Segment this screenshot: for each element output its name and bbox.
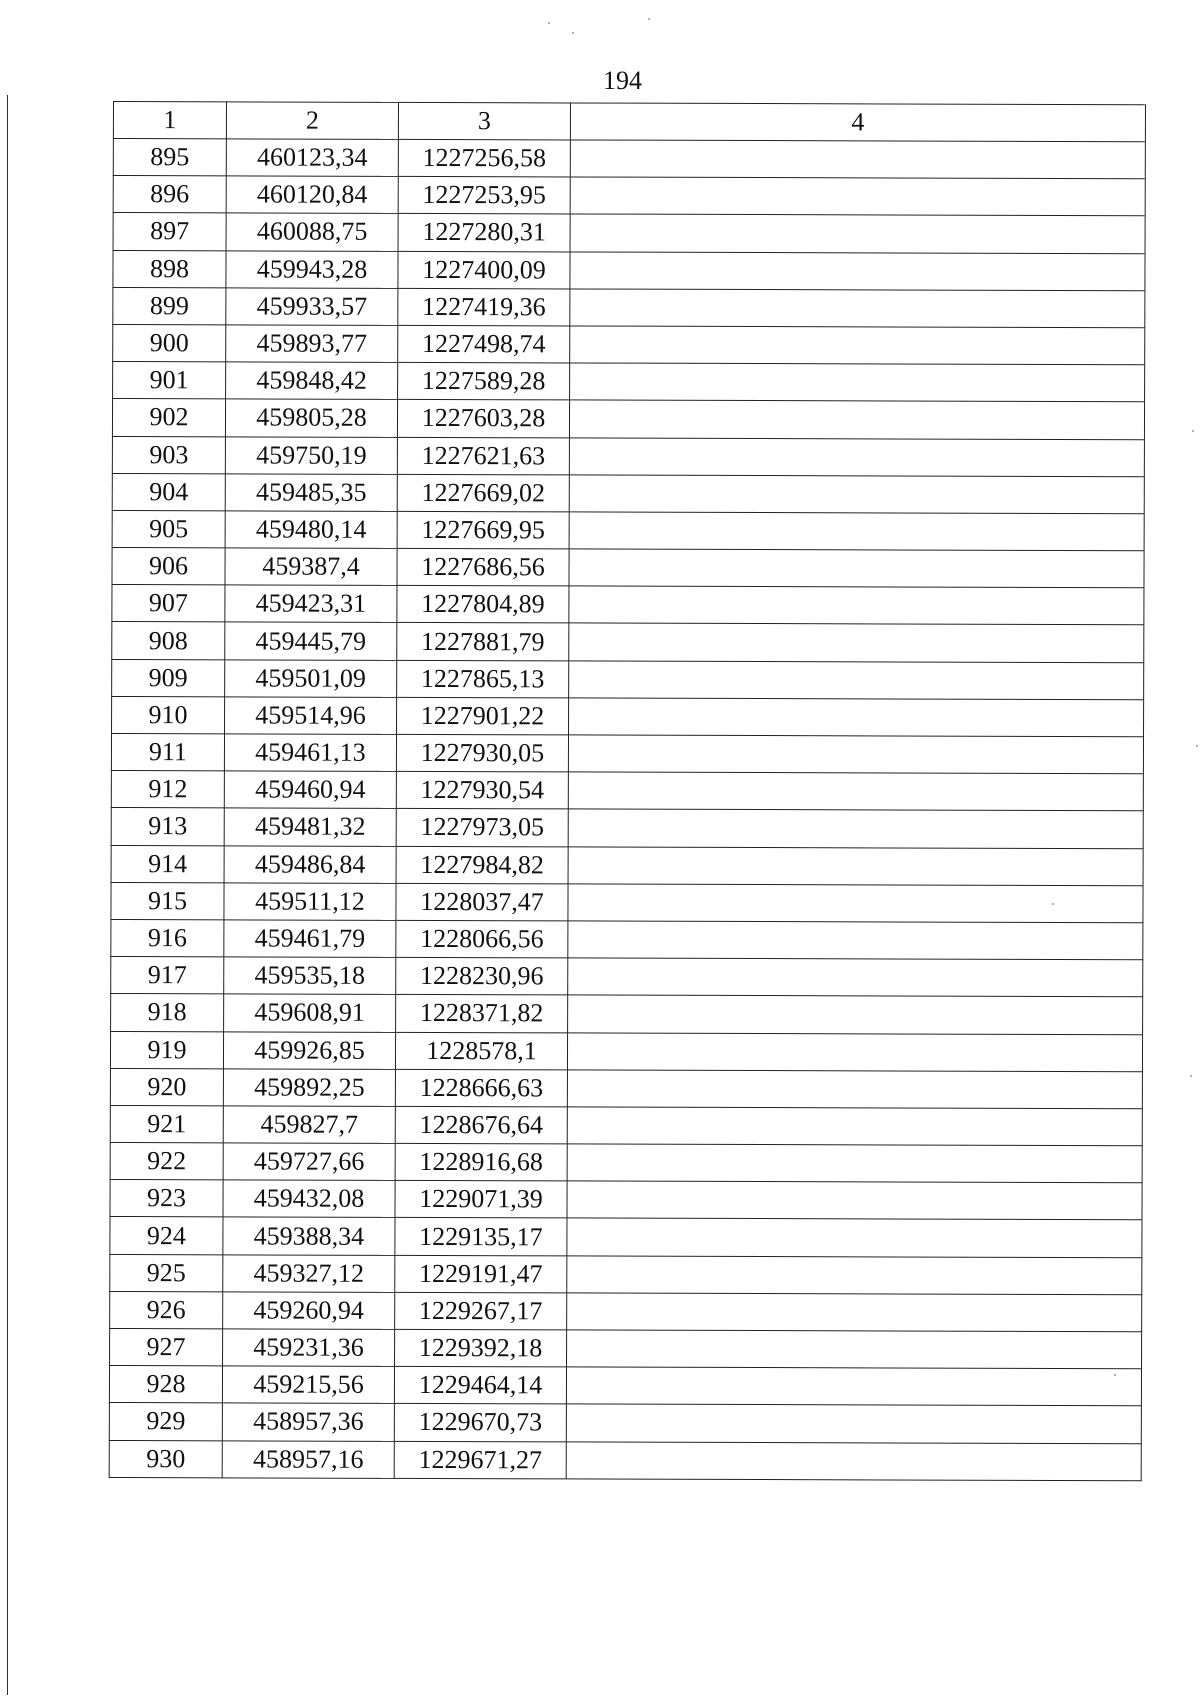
table-row bbox=[109, 1403, 1141, 1443]
point-number-cell: 919 bbox=[110, 1031, 223, 1069]
x-coordinate-cell: 459535,18 bbox=[224, 957, 396, 995]
table-row bbox=[110, 1291, 1142, 1331]
note-cell bbox=[568, 921, 1143, 960]
table-header-row bbox=[113, 102, 1145, 142]
table-row bbox=[112, 696, 1144, 736]
point-number-cell: 905 bbox=[112, 510, 225, 548]
x-coordinate-cell: 459511,12 bbox=[224, 883, 396, 921]
x-coordinate-cell: 459481,32 bbox=[224, 808, 396, 846]
point-number-cell: 927 bbox=[110, 1328, 223, 1366]
point-number-cell: 912 bbox=[111, 771, 224, 809]
y-coordinate-cell: 1228037,47 bbox=[396, 883, 568, 921]
note-cell bbox=[569, 698, 1144, 737]
table-row bbox=[113, 250, 1145, 290]
point-number-cell: 913 bbox=[111, 808, 224, 846]
table-row bbox=[112, 659, 1144, 699]
note-cell bbox=[567, 1070, 1142, 1109]
note-cell bbox=[568, 772, 1143, 811]
table-row bbox=[113, 324, 1145, 364]
y-coordinate-cell: 1227984,82 bbox=[396, 846, 568, 884]
point-number-cell: 924 bbox=[110, 1217, 223, 1255]
x-coordinate-cell: 459461,79 bbox=[224, 920, 396, 958]
table-row bbox=[112, 510, 1144, 550]
point-number-cell: 911 bbox=[111, 733, 224, 771]
x-coordinate-cell: 459486,84 bbox=[224, 845, 396, 883]
x-coordinate-cell: 458957,16 bbox=[222, 1440, 394, 1478]
table-row bbox=[110, 1105, 1142, 1145]
table-row bbox=[110, 1143, 1142, 1183]
note-cell bbox=[569, 549, 1144, 588]
y-coordinate-cell: 1228676,64 bbox=[395, 1106, 567, 1144]
note-cell bbox=[569, 586, 1144, 625]
point-number-cell: 920 bbox=[110, 1068, 223, 1106]
note-cell bbox=[568, 995, 1143, 1034]
y-coordinate-cell: 1228230,96 bbox=[396, 958, 568, 996]
table-row bbox=[113, 287, 1145, 327]
y-coordinate-cell: 1227669,95 bbox=[397, 511, 569, 549]
note-cell bbox=[569, 475, 1144, 514]
note-cell bbox=[568, 846, 1143, 885]
y-coordinate-cell: 1227621,63 bbox=[397, 437, 569, 475]
point-number-cell: 915 bbox=[111, 882, 224, 920]
note-cell bbox=[566, 1367, 1141, 1406]
table-row bbox=[109, 1366, 1141, 1406]
y-coordinate-cell: 1228066,56 bbox=[396, 920, 568, 958]
x-coordinate-cell: 460088,75 bbox=[226, 213, 398, 251]
x-coordinate-cell: 459215,56 bbox=[222, 1366, 394, 1404]
note-cell bbox=[569, 437, 1144, 476]
y-coordinate-cell: 1229670,73 bbox=[394, 1404, 566, 1442]
point-number-cell: 900 bbox=[113, 324, 226, 362]
y-coordinate-cell: 1227901,22 bbox=[397, 697, 569, 735]
point-number-cell: 930 bbox=[109, 1440, 222, 1478]
note-cell bbox=[567, 1181, 1142, 1220]
note-cell bbox=[567, 1293, 1142, 1332]
note-cell bbox=[569, 623, 1144, 662]
y-coordinate-cell: 1229671,27 bbox=[394, 1441, 566, 1479]
table-row bbox=[110, 1254, 1142, 1294]
x-coordinate-cell: 459827,7 bbox=[223, 1106, 395, 1144]
x-coordinate-cell: 459805,28 bbox=[225, 399, 397, 437]
point-number-cell: 918 bbox=[111, 994, 224, 1032]
table-row bbox=[111, 994, 1143, 1034]
table-row bbox=[112, 399, 1144, 439]
table-row bbox=[110, 1217, 1142, 1257]
point-number-cell: 908 bbox=[112, 622, 225, 660]
y-coordinate-cell: 1227930,54 bbox=[396, 772, 568, 810]
note-cell bbox=[570, 326, 1145, 365]
table-row bbox=[111, 733, 1143, 773]
note-cell bbox=[567, 1032, 1142, 1071]
point-number-cell: 923 bbox=[110, 1180, 223, 1218]
x-coordinate-cell: 458957,36 bbox=[222, 1403, 394, 1441]
point-number-cell: 910 bbox=[112, 696, 225, 734]
note-cell bbox=[570, 214, 1145, 253]
x-coordinate-cell: 459893,77 bbox=[226, 325, 398, 363]
point-number-cell: 928 bbox=[109, 1366, 222, 1404]
point-number-cell: 903 bbox=[112, 436, 225, 474]
point-number-cell: 921 bbox=[110, 1105, 223, 1143]
note-cell bbox=[570, 363, 1145, 402]
table-row bbox=[112, 548, 1144, 588]
point-number-cell: 906 bbox=[112, 548, 225, 586]
scan-speck bbox=[1192, 430, 1194, 432]
scan-speck bbox=[1190, 1075, 1192, 1077]
x-coordinate-cell: 459727,66 bbox=[223, 1143, 395, 1181]
column-header-2: 2 bbox=[226, 102, 398, 140]
point-number-cell: 904 bbox=[112, 473, 225, 511]
note-cell bbox=[566, 1404, 1141, 1443]
note-cell bbox=[570, 177, 1145, 216]
note-cell bbox=[568, 809, 1143, 848]
point-number-cell: 917 bbox=[111, 957, 224, 995]
point-number-cell: 922 bbox=[110, 1143, 223, 1181]
point-number-cell: 907 bbox=[112, 585, 225, 623]
x-coordinate-cell: 459750,19 bbox=[225, 436, 397, 474]
coordinates-table bbox=[109, 101, 1146, 1481]
y-coordinate-cell: 1229071,39 bbox=[395, 1181, 567, 1219]
point-number-cell: 902 bbox=[112, 399, 225, 437]
table-row bbox=[109, 1440, 1141, 1480]
x-coordinate-cell: 459943,28 bbox=[226, 250, 398, 288]
x-coordinate-cell: 459327,12 bbox=[223, 1254, 395, 1292]
note-cell bbox=[568, 735, 1143, 774]
note-cell bbox=[568, 884, 1143, 923]
y-coordinate-cell: 1227400,09 bbox=[398, 251, 570, 289]
point-number-cell: 929 bbox=[109, 1403, 222, 1441]
table-row bbox=[113, 213, 1145, 253]
note-cell bbox=[569, 512, 1144, 551]
point-number-cell: 897 bbox=[113, 213, 226, 251]
table-row bbox=[111, 882, 1143, 922]
y-coordinate-cell: 1227973,05 bbox=[396, 809, 568, 847]
page-left-edge-line bbox=[7, 95, 8, 1695]
x-coordinate-cell: 459485,35 bbox=[225, 474, 397, 512]
table-body bbox=[109, 139, 1145, 1481]
column-header-4: 4 bbox=[570, 103, 1145, 142]
y-coordinate-cell: 1227804,89 bbox=[397, 586, 569, 624]
table-row bbox=[110, 1180, 1142, 1220]
table-row bbox=[112, 622, 1144, 662]
x-coordinate-cell: 459432,08 bbox=[223, 1180, 395, 1218]
note-cell bbox=[570, 140, 1145, 179]
note-cell bbox=[567, 1330, 1142, 1369]
y-coordinate-cell: 1227669,02 bbox=[397, 474, 569, 512]
x-coordinate-cell: 459231,36 bbox=[223, 1329, 395, 1367]
table-row bbox=[112, 585, 1144, 625]
note-cell bbox=[569, 661, 1144, 700]
table-row bbox=[110, 1328, 1142, 1368]
x-coordinate-cell: 459480,14 bbox=[225, 511, 397, 549]
x-coordinate-cell: 459423,31 bbox=[225, 585, 397, 623]
point-number-cell: 925 bbox=[110, 1254, 223, 1292]
note-cell bbox=[567, 1218, 1142, 1257]
y-coordinate-cell: 1229135,17 bbox=[395, 1218, 567, 1256]
note-cell bbox=[567, 1107, 1142, 1146]
x-coordinate-cell: 459461,13 bbox=[224, 734, 396, 772]
x-coordinate-cell: 459608,91 bbox=[224, 994, 396, 1032]
x-coordinate-cell: 459848,42 bbox=[226, 362, 398, 400]
point-number-cell: 909 bbox=[112, 659, 225, 697]
table-row bbox=[110, 1031, 1142, 1071]
y-coordinate-cell: 1229464,14 bbox=[394, 1367, 566, 1405]
point-number-cell: 914 bbox=[111, 845, 224, 883]
table-row bbox=[111, 957, 1143, 997]
page-number: 194 bbox=[603, 66, 642, 95]
table-row bbox=[112, 473, 1144, 513]
x-coordinate-cell: 460123,34 bbox=[226, 139, 398, 177]
note-cell bbox=[567, 1144, 1142, 1183]
scan-speck bbox=[572, 32, 574, 34]
note-cell bbox=[566, 1441, 1141, 1480]
table-row bbox=[111, 845, 1143, 885]
y-coordinate-cell: 1229191,47 bbox=[395, 1255, 567, 1293]
table-row bbox=[113, 176, 1145, 216]
y-coordinate-cell: 1229392,18 bbox=[395, 1329, 567, 1367]
point-number-cell: 916 bbox=[111, 919, 224, 957]
x-coordinate-cell: 459933,57 bbox=[226, 288, 398, 326]
table-row bbox=[110, 1068, 1142, 1108]
y-coordinate-cell: 1227419,36 bbox=[398, 288, 570, 326]
table-row bbox=[113, 362, 1145, 402]
x-coordinate-cell: 459926,85 bbox=[223, 1031, 395, 1069]
note-cell bbox=[567, 1256, 1142, 1295]
x-coordinate-cell: 459892,25 bbox=[223, 1069, 395, 1107]
table-row bbox=[111, 771, 1143, 811]
y-coordinate-cell: 1228916,68 bbox=[395, 1143, 567, 1181]
scan-speck bbox=[648, 18, 650, 20]
note-cell bbox=[570, 289, 1145, 328]
note-cell bbox=[570, 251, 1145, 290]
x-coordinate-cell: 459260,94 bbox=[223, 1292, 395, 1330]
point-number-cell: 898 bbox=[113, 250, 226, 288]
x-coordinate-cell: 459445,79 bbox=[225, 622, 397, 660]
x-coordinate-cell: 459388,34 bbox=[223, 1217, 395, 1255]
y-coordinate-cell: 1227256,58 bbox=[398, 139, 570, 177]
y-coordinate-cell: 1229267,17 bbox=[395, 1292, 567, 1330]
table-row bbox=[111, 919, 1143, 959]
point-number-cell: 895 bbox=[113, 139, 226, 177]
table-row bbox=[112, 436, 1144, 476]
table-row bbox=[111, 808, 1143, 848]
scan-speck bbox=[548, 22, 550, 24]
point-number-cell: 901 bbox=[113, 362, 226, 400]
x-coordinate-cell: 460120,84 bbox=[226, 176, 398, 214]
note-cell bbox=[568, 958, 1143, 997]
point-number-cell: 896 bbox=[113, 176, 226, 214]
y-coordinate-cell: 1227589,28 bbox=[398, 363, 570, 401]
y-coordinate-cell: 1227498,74 bbox=[398, 325, 570, 363]
y-coordinate-cell: 1227686,56 bbox=[397, 548, 569, 586]
y-coordinate-cell: 1227930,05 bbox=[396, 734, 568, 772]
y-coordinate-cell: 1227280,31 bbox=[398, 214, 570, 252]
y-coordinate-cell: 1227253,95 bbox=[398, 177, 570, 215]
x-coordinate-cell: 459387,4 bbox=[225, 548, 397, 586]
point-number-cell: 926 bbox=[110, 1291, 223, 1329]
x-coordinate-cell: 459460,94 bbox=[224, 771, 396, 809]
x-coordinate-cell: 459514,96 bbox=[225, 697, 397, 735]
note-cell bbox=[569, 400, 1144, 439]
y-coordinate-cell: 1228578,1 bbox=[395, 1032, 567, 1070]
y-coordinate-cell: 1227603,28 bbox=[397, 400, 569, 438]
table-row bbox=[113, 139, 1145, 179]
y-coordinate-cell: 1227865,13 bbox=[397, 660, 569, 698]
scan-speck bbox=[1196, 745, 1198, 747]
point-number-cell: 899 bbox=[113, 287, 226, 325]
y-coordinate-cell: 1228666,63 bbox=[395, 1069, 567, 1107]
y-coordinate-cell: 1227881,79 bbox=[397, 623, 569, 661]
column-header-3: 3 bbox=[398, 102, 570, 140]
y-coordinate-cell: 1228371,82 bbox=[396, 995, 568, 1033]
x-coordinate-cell: 459501,09 bbox=[225, 659, 397, 697]
column-header-1: 1 bbox=[113, 102, 226, 139]
